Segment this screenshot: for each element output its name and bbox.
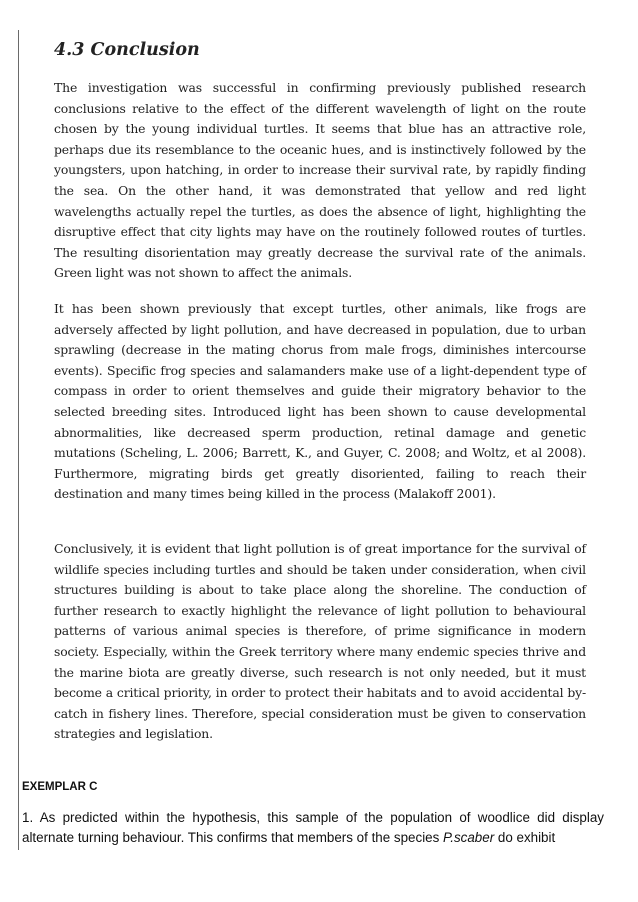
section-heading: 4.3 Conclusion <box>54 40 200 60</box>
exemplar-label: EXEMPLAR C <box>22 781 98 793</box>
exemplar-text-start: 1. As predicted within the hypothesis, this sample of the population of woodlice did display alternate turning behaviour. This confirms that members of the species <box>22 810 604 845</box>
conclusion-paragraph-2: It has been shown previously that except turtles, other animals, like frogs are adversely affected by light pollution, and have decreased in population, due to urban sprawling (decrease in the mating chorus from male frogs, diminishes intercourse events). Specific frog species and salamanders make use of a light-dependent type of compass in order to orient themselves and guide their migratory behavior to the selected breeding sites. Introduced light has been shown to cause developmental abnormalities, like decreased sperm production, retinal damage and genetic mutations (Scheling, L. 2006; Barrett, K., and Guyer, C. 2008; and Woltz, et al 2008). Furthermore, migrating birds get greatly disoriented, failing to reach their destination and many times being killed in the process (Malakoff 2001). <box>54 301 586 502</box>
conclusion-paragraph-3: Conclusively, it is evident that light pollution is of great importance for the survival of wildlife species including turtles and should be taken under consideration, when civil structures building is about to take place along the shoreline. The conduction of further research to exactly highlight the relevance of light pollution to behavioural patterns of various animal species is therefore, of prime significance in modern society. Especially, within the Greek territory where many endemic species thrive and the marine biota are greatly diverse, such research is not only needed, but it must become a critical priority, in order to protect their habitats and to avoid accidental by-catch in fishery lines. Therefore, special consideration must be given to conservation strategies and legislation. <box>54 541 586 742</box>
exemplar-text-end: do exhibit <box>494 830 556 845</box>
margin-line <box>18 30 19 850</box>
conclusion-paragraph-1: The investigation was successful in confirming previously published research conclusions relative to the effect of the different wavelength of light on the route chosen by the young individual turtles. It seems that blue has an attractive role, perhaps due its resemblance to the oceanic hues, and is instinctively followed by the youngsters, upon hatching, in order to increase their survival rate, by rapidly finding the sea. On the other hand, it was demonstrated that yellow and red light wavelengths actually repel the turtles, as does the absence of light, highlighting the disruptive effect that city lights may have on the routinely followed routes of turtles. The resulting disorientation may greatly decrease the survival rate of the animals. Green light was not shown to affect the animals. <box>54 80 586 281</box>
exemplar-text <box>22 808 604 848</box>
species-name: P.scaber <box>443 830 495 845</box>
